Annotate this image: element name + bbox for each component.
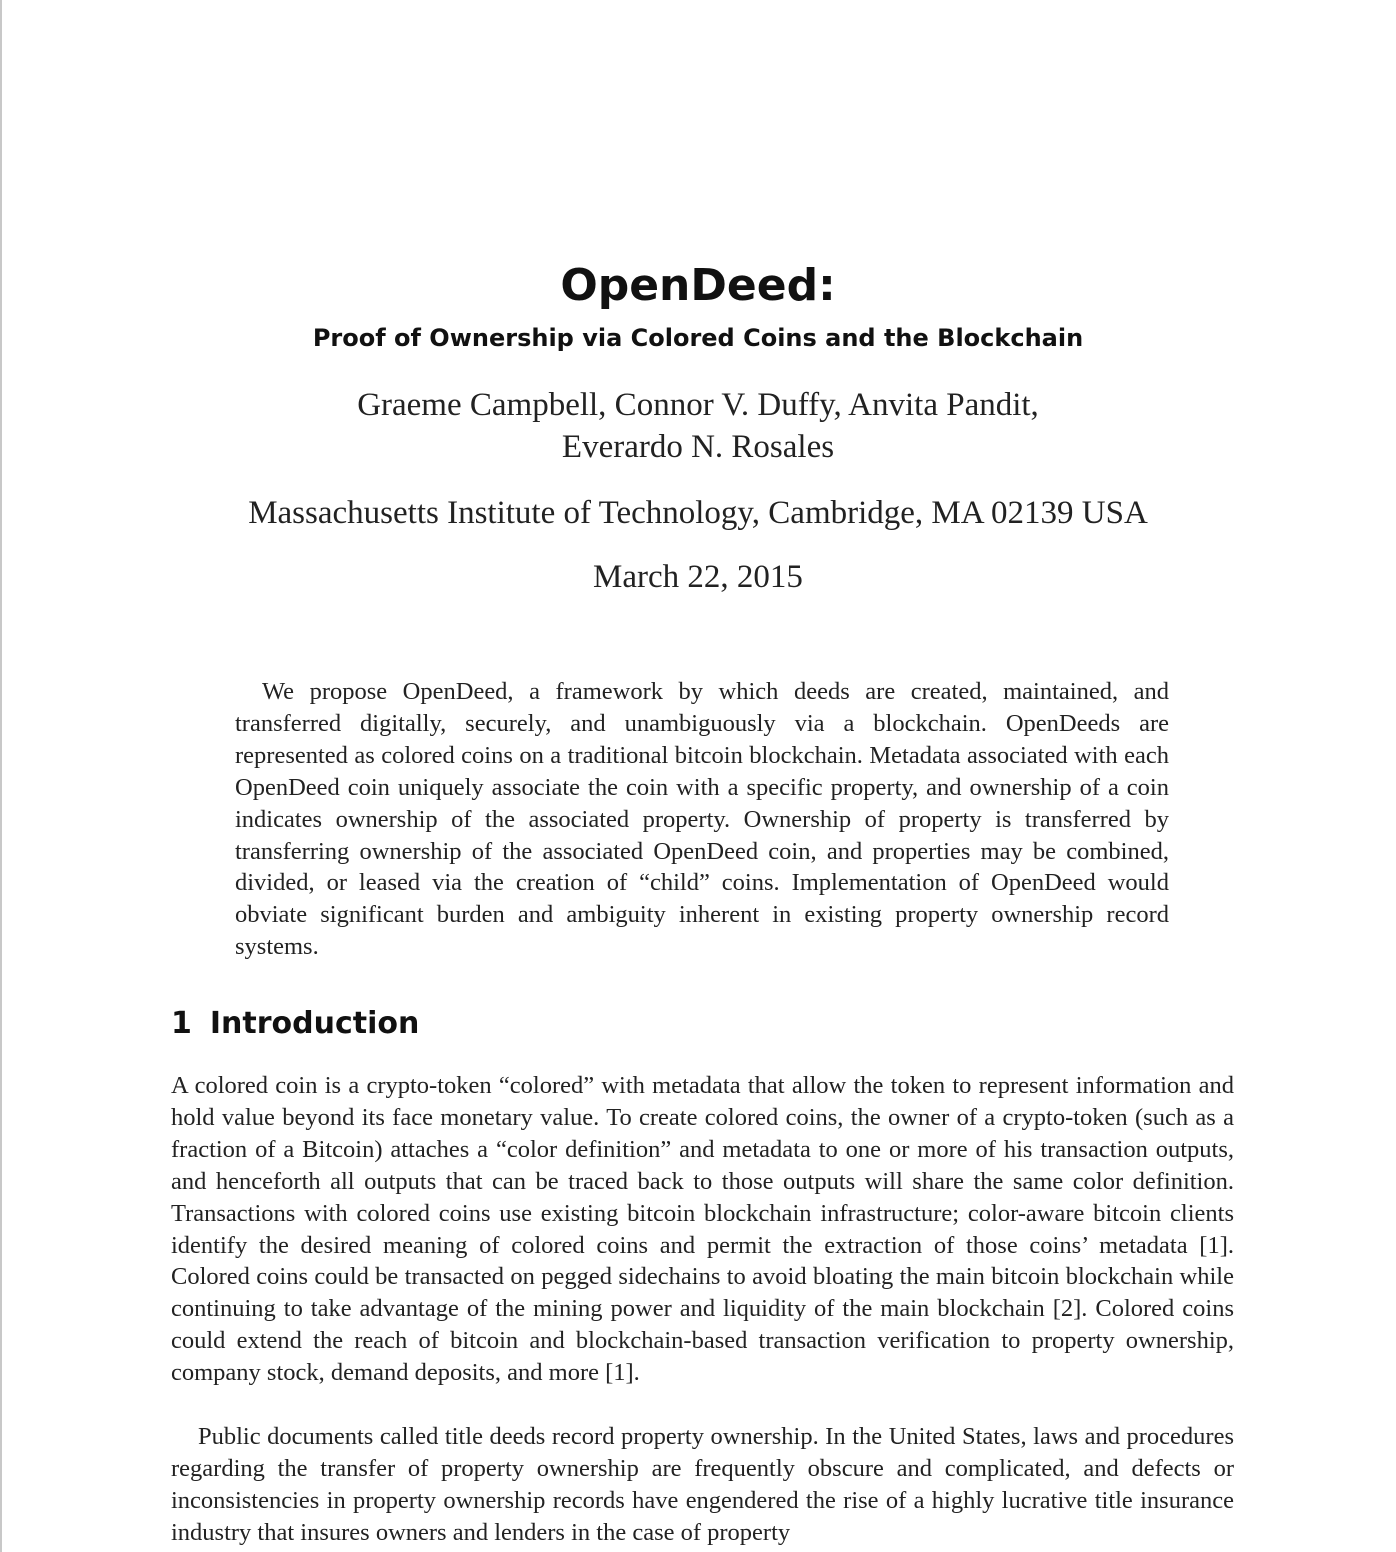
paper-subtitle: Proof of Ownership via Colored Coins and the Blockchain [312,324,1084,352]
section-number: 1 [171,1006,192,1041]
body-paragraph: Public documents called title deeds record property ownership. In the United States, laws and procedures regarding the transfer of property ownership are frequently obscure and complicated, and defects or inconsistencies in property ownership records have engendered the rise of a highly lucrative title insurance industry that insures owners and lenders in the case of property [171,1423,1234,1546]
paper-title: OpenDeed: [560,260,836,311]
publication-date: March 22, 2015 [593,559,803,595]
body-paragraph: A colored coin is a crypto-token “colored” with metadata that allow the token to represent information and hold value beyond its face monetary value. To create colored coins, the owner of a crypto-token (such as a fraction of a Bitcoin) attaches a “color definition” and metadata to one or more of his transaction outputs, and henceforth all outputs that can be traced back to those outputs will share the same color definition. Transactions with colored coins use existing bitcoin blockchain infrastructure; color-aware bitcoin clients identify the desired meaning of colored coins and permit the extraction of those coins’ metadata [1]. Colored coins could be transacted on pegged sidechains to avoid bloating the main bitcoin blockchain while continuing to take advantage of the mining power and liquidity of the main blockchain [2]. Colored coins could extend the reach of bitcoin and blockchain-based transaction verification to property ownership, company stock, demand deposits, and more [1]. [171,1072,1234,1387]
author-line: Graeme Campbell, Connor V. Duffy, Anvita Pandit, [357,387,1039,423]
section-heading [171,1004,419,1044]
section-title: Introduction [209,1006,420,1041]
abstract: We propose OpenDeed, a framework by which deeds are created, maintained, and transferred digitally, securely, and unambiguously via a blockchain. OpenDeeds are represented as colored coins on a traditional bitcoin blockchain. Metadata associated with each OpenDeed coin uniquely associate the coin with a specific property, and ownership of a coin indicates ownership of the associated property. Ownership of property is transferred by transferring ownership of the associated OpenDeed coin, and properties may be combined, divided, or leased via the creation of “child” coins. Implementation of OpenDeed would obviate significant burden and ambiguity inherent in existing property ownership record systems. [235,678,1169,961]
affiliation: Massachusetts Institute of Technology, Cambridge, MA 02139 USA [248,495,1148,531]
author-list [0,384,1396,468]
author-line: Everardo N. Rosales [561,429,835,465]
